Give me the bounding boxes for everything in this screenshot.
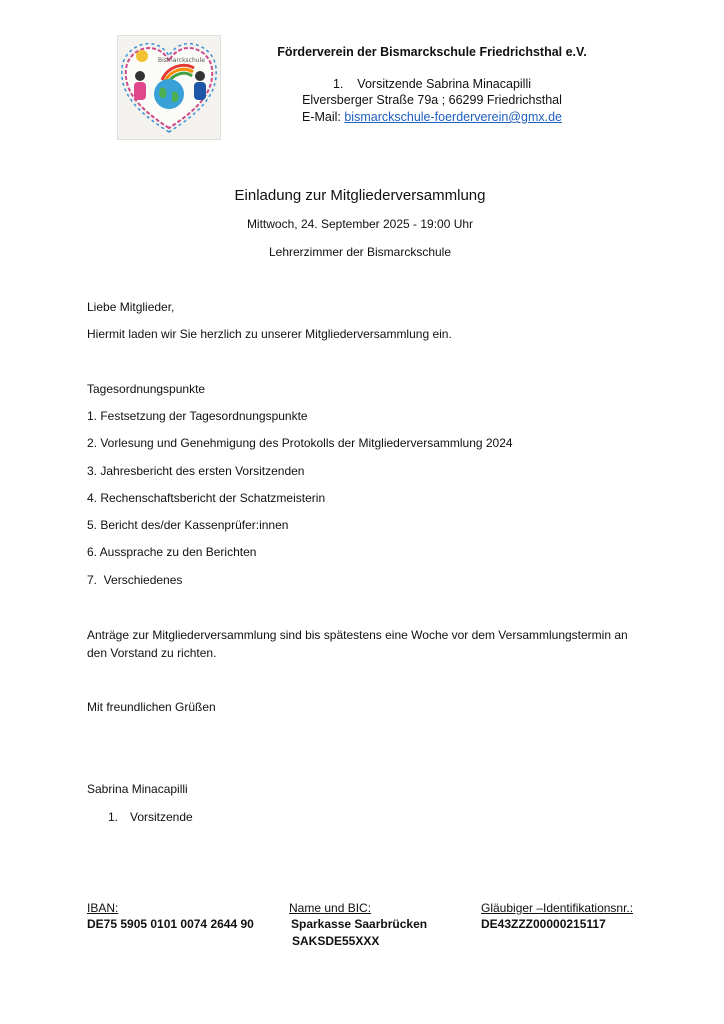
email-line bbox=[262, 109, 602, 125]
creditor-label: Gläubiger –Identifikationsnr.: bbox=[481, 901, 634, 915]
svg-text:Bismarckschule: Bismarckschule bbox=[158, 57, 205, 64]
agenda-item: 7. Verschiedenes bbox=[87, 573, 183, 587]
agenda-heading: Tagesordnungspunkte bbox=[87, 382, 206, 396]
address: Elversberger Straße 79a ; 66299 Friedrichsthal bbox=[302, 93, 562, 107]
iban-label: IBAN: bbox=[87, 901, 119, 915]
motions-text: Anträge zur Mitgliederversammlung sind bis spätestens eine Woche vor dem Versammlungstermin an den Vorstand zu richten. bbox=[87, 628, 628, 660]
intro-text: Hiermit laden wir Sie herzlich zu unserer Mitgliederversammlung ein. bbox=[87, 327, 452, 341]
agenda-item: 1. Festsetzung der Tagesordnungspunkte bbox=[87, 409, 308, 423]
agenda-item: 3. Jahresbericht des ersten Vorsitzenden bbox=[87, 464, 305, 478]
iban-value: DE75 5905 0101 0074 2644 90 bbox=[87, 917, 254, 931]
bank-label: Name und BIC: bbox=[289, 901, 372, 915]
chair-line: 1. Vorsitzende Sabrina Minacapilli bbox=[332, 77, 532, 91]
heart-logo-icon bbox=[118, 36, 220, 139]
email-label: E-Mail: bbox=[301, 110, 345, 124]
salutation: Liebe Mitglieder, bbox=[87, 300, 175, 314]
agenda-item: 2. Vorlesung und Genehmigung des Protokolls der Mitgliederversammlung 2024 bbox=[87, 436, 513, 450]
location: Lehrerzimmer der Bismarckschule bbox=[268, 245, 452, 259]
agenda-item: 4. Rechenschaftsbericht der Schatzmeisterin bbox=[87, 491, 326, 505]
signature-name: Sabrina Minacapilli bbox=[87, 782, 188, 796]
logo bbox=[117, 35, 221, 140]
email-link[interactable]: bismarckschule-foerderverein@gmx.de bbox=[344, 110, 562, 124]
agenda-item: 5. Bericht des/der Kassenprüfer:innen bbox=[87, 518, 289, 532]
closing: Mit freundlichen Grüßen bbox=[87, 700, 216, 714]
signature-role: Vorsitzende bbox=[130, 810, 193, 824]
org-name: Förderverein der Bismarckschule Friedrichsthal e.V. bbox=[277, 45, 587, 59]
agenda-item: 6. Aussprache zu den Berichten bbox=[87, 545, 257, 559]
bank-name: Sparkasse Saarbrücken bbox=[291, 917, 428, 931]
bic-value: SAKSDE55XXX bbox=[292, 934, 380, 948]
signature-role-number: 1. bbox=[108, 810, 119, 824]
page-title: Einladung zur Mitgliederversammlung bbox=[234, 187, 486, 204]
date-line: Mittwoch, 24. September 2025 - 19:00 Uhr bbox=[246, 217, 474, 231]
creditor-id: DE43ZZZ00000215117 bbox=[481, 917, 606, 931]
